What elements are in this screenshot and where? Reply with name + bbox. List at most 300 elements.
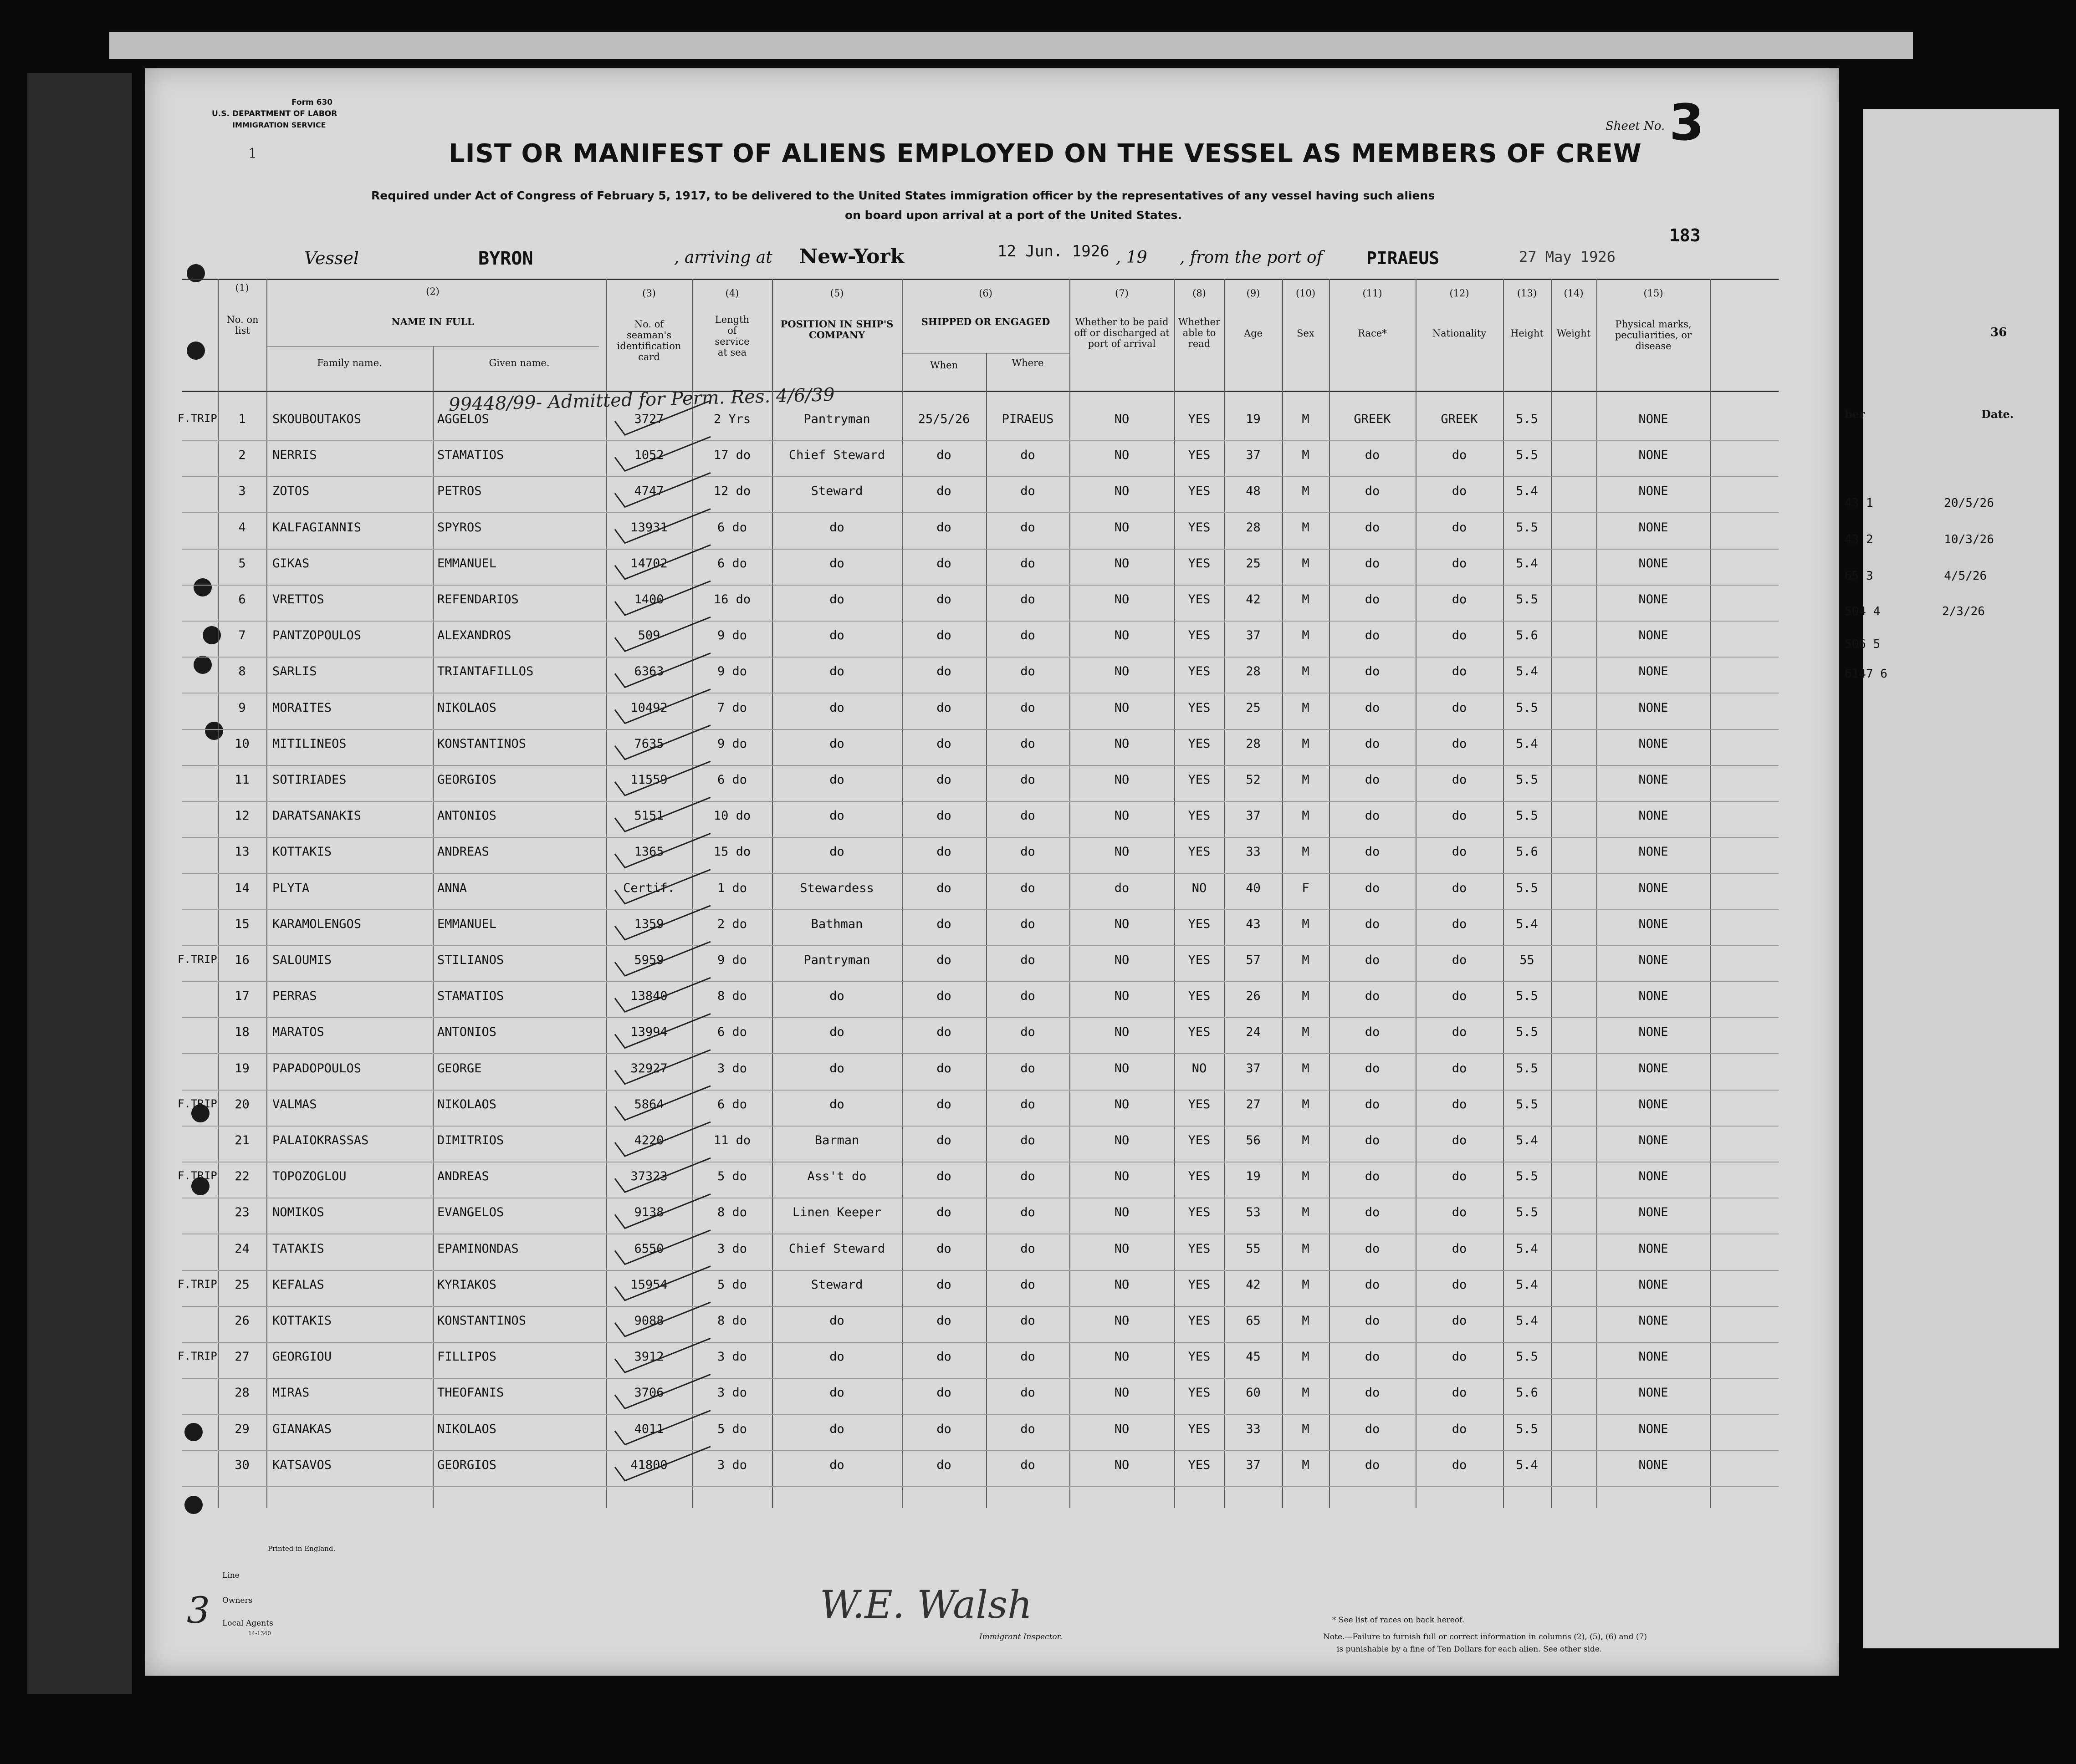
- form-number: Form 630: [291, 98, 333, 107]
- row-number: 20: [235, 1097, 250, 1111]
- row-read: YES: [1188, 1097, 1211, 1111]
- row-age: 48: [1246, 484, 1261, 499]
- row-height: 5.5: [1516, 1422, 1538, 1436]
- row-position: do: [829, 809, 844, 823]
- row-position: do: [829, 520, 844, 535]
- col-header-race: Race*: [1358, 328, 1387, 339]
- owners-label: Owners: [222, 1596, 253, 1605]
- row-age: 56: [1246, 1133, 1261, 1147]
- row-card-number: 6363: [634, 664, 664, 679]
- row-nationality: do: [1452, 1422, 1467, 1436]
- row-read: YES: [1188, 1277, 1211, 1292]
- row-age: 19: [1246, 412, 1261, 426]
- row-age: 42: [1246, 592, 1261, 607]
- row-family-name: PLYTA: [272, 881, 310, 895]
- row-paid-off: NO: [1114, 1458, 1130, 1472]
- row-where: do: [1020, 1169, 1035, 1184]
- row-paid-off: NO: [1114, 1205, 1130, 1220]
- from-port-label: , from the port of: [1180, 248, 1323, 267]
- row-race: do: [1365, 1422, 1380, 1436]
- row-nationality: do: [1452, 1277, 1467, 1292]
- row-number: 14: [235, 881, 250, 895]
- row-age: 26: [1246, 989, 1261, 1004]
- row-service: 6 do: [717, 520, 747, 535]
- row-when: do: [936, 628, 951, 643]
- row-position: do: [829, 664, 844, 679]
- row-card-number: 4220: [634, 1133, 664, 1147]
- row-sex: M: [1302, 773, 1309, 787]
- row-card-number: 5959: [634, 953, 664, 967]
- row-position: do: [829, 1350, 844, 1364]
- side-entry: 43 1 20/5/26: [1845, 496, 1994, 510]
- row-nationality: do: [1452, 773, 1467, 787]
- row-where: do: [1020, 1350, 1035, 1364]
- row-rule: [182, 440, 1779, 441]
- row-card-number: 13840: [630, 989, 668, 1004]
- row-where: do: [1020, 628, 1035, 643]
- row-position: do: [829, 700, 844, 715]
- row-paid-off: NO: [1114, 845, 1130, 859]
- row-where: do: [1020, 1386, 1035, 1400]
- row-race: do: [1365, 953, 1380, 967]
- row-position: do: [829, 1097, 844, 1111]
- row-when: do: [936, 917, 951, 931]
- row-card-number: 37323: [630, 1169, 668, 1184]
- row-physical-marks: NONE: [1638, 556, 1668, 571]
- row-race: do: [1365, 989, 1380, 1004]
- row-family-name: KATSAVOS: [272, 1458, 332, 1472]
- row-age: 40: [1246, 881, 1261, 895]
- inspector-signature: W.E. Walsh: [820, 1582, 1033, 1627]
- row-age: 28: [1246, 664, 1261, 679]
- row-physical-marks: NONE: [1638, 953, 1668, 967]
- inspector-label: Immigrant Inspector.: [979, 1632, 1063, 1642]
- row-physical-marks: NONE: [1638, 592, 1668, 607]
- row-position: do: [829, 1025, 844, 1040]
- row-physical-marks: NONE: [1638, 1169, 1668, 1184]
- row-rule: [182, 873, 1779, 874]
- row-race: do: [1365, 1169, 1380, 1184]
- row-number: 5: [238, 556, 246, 571]
- row-position: Pantryman: [803, 412, 870, 426]
- row-position: Pantryman: [803, 953, 870, 967]
- punch-hole: [194, 578, 212, 596]
- row-given-name: ANTONIOS: [437, 1025, 497, 1040]
- row-nationality: do: [1452, 1205, 1467, 1220]
- row-rule: [182, 1414, 1779, 1415]
- row-when: do: [936, 592, 951, 607]
- row-position: do: [829, 989, 844, 1004]
- row-card-number: 3706: [634, 1386, 664, 1400]
- row-given-name: THEOFANIS: [437, 1386, 504, 1400]
- row-nationality: do: [1452, 736, 1467, 751]
- row-nationality: do: [1452, 592, 1467, 607]
- row-rule: [182, 657, 1779, 658]
- row-position: Steward: [811, 484, 863, 499]
- row-card-number: 10492: [630, 700, 668, 715]
- row-number: 10: [235, 736, 250, 751]
- row-where: do: [1020, 592, 1035, 607]
- row-number: 30: [235, 1458, 250, 1472]
- row-sex: M: [1302, 809, 1309, 823]
- row-age: 37: [1246, 809, 1261, 823]
- row-paid-off: NO: [1114, 592, 1130, 607]
- row-sex: M: [1302, 1133, 1309, 1147]
- row-family-name: VALMAS: [272, 1097, 317, 1111]
- row-read: YES: [1188, 1205, 1211, 1220]
- side-header-date: Date.: [1981, 408, 2014, 421]
- row-age: 37: [1246, 448, 1261, 463]
- row-when: do: [936, 881, 951, 895]
- row-given-name: ANNA: [437, 881, 467, 895]
- row-card-number: 9088: [634, 1314, 664, 1328]
- row-physical-marks: NONE: [1638, 484, 1668, 499]
- row-position: do: [829, 1386, 844, 1400]
- col-num: (12): [1449, 288, 1469, 299]
- row-given-name: GEORGE: [437, 1061, 482, 1076]
- vessel-name: BYRON: [478, 248, 533, 269]
- table-header-rule: [182, 391, 1779, 392]
- row-service: 3 do: [717, 1386, 747, 1400]
- row-card-number: 9138: [634, 1205, 664, 1220]
- col-header-shipped: SHIPPED OR ENGAGED: [921, 316, 1050, 327]
- row-card-number: 41800: [630, 1458, 668, 1472]
- row-race: do: [1365, 1458, 1380, 1472]
- row-race: do: [1365, 845, 1380, 859]
- row-physical-marks: NONE: [1638, 1277, 1668, 1292]
- row-height: 5.4: [1516, 1314, 1538, 1328]
- row-age: 37: [1246, 628, 1261, 643]
- row-when: do: [936, 1350, 951, 1364]
- row-nationality: do: [1452, 1350, 1467, 1364]
- side-entry: 504 4 2/3/26: [1845, 605, 1985, 618]
- row-race: do: [1365, 484, 1380, 499]
- row-nationality: do: [1452, 881, 1467, 895]
- row-when: do: [936, 448, 951, 463]
- row-physical-marks: NONE: [1638, 809, 1668, 823]
- row-race: GREEK: [1354, 412, 1391, 426]
- row-read: YES: [1188, 736, 1211, 751]
- row-where: do: [1020, 484, 1035, 499]
- col-num: (1): [235, 282, 249, 293]
- row-where: do: [1020, 736, 1035, 751]
- row-service: 7 do: [717, 700, 747, 715]
- row-race: do: [1365, 1350, 1380, 1364]
- row-where: do: [1020, 1458, 1035, 1472]
- row-nationality: do: [1452, 809, 1467, 823]
- row-service: 8 do: [717, 989, 747, 1004]
- row-card-number: 13994: [630, 1025, 668, 1040]
- row-service: 3 do: [717, 1350, 747, 1364]
- col-num: (4): [725, 288, 739, 299]
- side-entry: 6147 6: [1845, 667, 1887, 681]
- row-read: YES: [1188, 1350, 1211, 1364]
- row-height: 5.5: [1516, 989, 1538, 1004]
- sheet-number: 3: [1669, 93, 1704, 152]
- row-number: 28: [235, 1386, 250, 1400]
- row-paid-off: NO: [1114, 1314, 1130, 1328]
- row-sex: M: [1302, 845, 1309, 859]
- row-card-number: 1359: [634, 917, 664, 931]
- row-height: 5.5: [1516, 1169, 1538, 1184]
- row-nationality: do: [1452, 520, 1467, 535]
- row-number: 12: [235, 809, 250, 823]
- row-card-number: 14702: [630, 556, 668, 571]
- row-service: 9 do: [717, 736, 747, 751]
- row-height: 5.5: [1516, 881, 1538, 895]
- row-service: 8 do: [717, 1205, 747, 1220]
- row-read: YES: [1188, 917, 1211, 931]
- row-number: 3: [238, 484, 246, 499]
- row-where: do: [1020, 989, 1035, 1004]
- row-family-name: ZOTOS: [272, 484, 310, 499]
- col-header-given-name: Given name.: [489, 357, 550, 368]
- row-position: Chief Steward: [788, 1241, 885, 1256]
- row-when: do: [936, 1097, 951, 1111]
- side-entry: 65 3 4/5/26: [1845, 569, 1987, 583]
- row-physical-marks: NONE: [1638, 1314, 1668, 1328]
- row-given-name: EMMANUEL: [437, 556, 497, 571]
- row-when: do: [936, 1025, 951, 1040]
- row-age: 60: [1246, 1386, 1261, 1400]
- row-height: 5.5: [1516, 520, 1538, 535]
- page-number: 183: [1669, 225, 1701, 245]
- row-nationality: do: [1452, 953, 1467, 967]
- row-physical-marks: NONE: [1638, 448, 1668, 463]
- col-header-height: Height: [1510, 328, 1544, 339]
- row-height: 5.5: [1516, 700, 1538, 715]
- row-given-name: DIMITRIOS: [437, 1133, 504, 1147]
- col-num: (7): [1115, 288, 1129, 299]
- row-age: 25: [1246, 700, 1261, 715]
- row-family-name: PAPADOPOULOS: [272, 1061, 362, 1076]
- row-family-name: GIANAKAS: [272, 1422, 332, 1436]
- col-header-read: Whether able to read: [1178, 316, 1220, 350]
- row-service: 11 do: [713, 1133, 751, 1147]
- row-position: do: [829, 1061, 844, 1076]
- row-number: 7: [238, 628, 246, 643]
- vessel-label: Vessel: [304, 248, 359, 268]
- row-number: 29: [235, 1422, 250, 1436]
- row-card-number: 4011: [634, 1422, 664, 1436]
- row-age: 33: [1246, 1422, 1261, 1436]
- row-where: do: [1020, 1241, 1035, 1256]
- row-age: 52: [1246, 773, 1261, 787]
- row-race: do: [1365, 700, 1380, 715]
- row-height: 5.5: [1516, 1061, 1538, 1076]
- row-read: YES: [1188, 592, 1211, 607]
- subtitle-line-2: on board upon arrival at a port of the United States.: [845, 209, 1182, 222]
- row-mark: F.TRIP: [178, 1169, 217, 1183]
- row-physical-marks: NONE: [1638, 773, 1668, 787]
- row-rule: [182, 801, 1779, 802]
- row-number: 4: [238, 520, 246, 535]
- row-number: 1: [238, 412, 246, 426]
- row-rule: [182, 585, 1779, 586]
- col-header-card-no: No. of seaman's identification card: [617, 319, 681, 363]
- col-num: (9): [1246, 288, 1260, 299]
- row-read: YES: [1188, 700, 1211, 715]
- row-physical-marks: NONE: [1638, 700, 1668, 715]
- row-when: do: [936, 1169, 951, 1184]
- row-physical-marks: NONE: [1638, 917, 1668, 931]
- row-when: do: [936, 1133, 951, 1147]
- arriving-port: New-York: [799, 245, 905, 268]
- row-service: 2 Yrs: [713, 412, 751, 426]
- row-height: 5.6: [1516, 1386, 1538, 1400]
- row-sex: M: [1302, 1350, 1309, 1364]
- row-service: 5 do: [717, 1422, 747, 1436]
- row-mark: F.TRIP: [178, 1350, 217, 1363]
- row-paid-off: NO: [1114, 1133, 1130, 1147]
- row-physical-marks: NONE: [1638, 845, 1668, 859]
- row-card-number: 1365: [634, 845, 664, 859]
- row-paid-off: NO: [1114, 520, 1130, 535]
- row-family-name: MIRAS: [272, 1386, 310, 1400]
- row-sex: M: [1302, 1458, 1309, 1472]
- row-nationality: do: [1452, 917, 1467, 931]
- row-age: 27: [1246, 1097, 1261, 1111]
- row-number: 21: [235, 1133, 250, 1147]
- row-physical-marks: NONE: [1638, 1133, 1668, 1147]
- row-paid-off: do: [1114, 881, 1130, 895]
- row-height: 5.4: [1516, 917, 1538, 931]
- col-num: (10): [1295, 288, 1316, 299]
- row-rule: [182, 945, 1779, 946]
- races-note: * See list of races on back hereof.: [1332, 1616, 1465, 1625]
- background-sheet-left: [27, 73, 132, 1694]
- row-paid-off: NO: [1114, 484, 1130, 499]
- row-race: do: [1365, 809, 1380, 823]
- row-race: do: [1365, 1277, 1380, 1292]
- row-physical-marks: NONE: [1638, 1061, 1668, 1076]
- row-age: 28: [1246, 736, 1261, 751]
- form-code: 14-1340: [248, 1630, 271, 1637]
- row-height: 5.4: [1516, 664, 1538, 679]
- row-sex: M: [1302, 412, 1309, 426]
- row-when: do: [936, 1241, 951, 1256]
- row-sex: M: [1302, 1169, 1309, 1184]
- side-entry: 506 5: [1845, 637, 1881, 651]
- row-sex: M: [1302, 1025, 1309, 1040]
- col-header-nationality: Nationality: [1432, 328, 1487, 339]
- background-sheet-top: [109, 32, 1913, 59]
- row-physical-marks: NONE: [1638, 412, 1668, 426]
- printed-in-note: Printed in England.: [268, 1545, 336, 1553]
- row-service: 1 do: [717, 881, 747, 895]
- col-divider: [1710, 279, 1711, 1508]
- col-header-service-length: Length of service at sea: [715, 314, 750, 358]
- row-given-name: KONSTANTINOS: [437, 1314, 527, 1328]
- row-paid-off: NO: [1114, 1241, 1130, 1256]
- row-rule: [182, 1450, 1779, 1451]
- row-physical-marks: NONE: [1638, 881, 1668, 895]
- row-nationality: do: [1452, 484, 1467, 499]
- year-label: , 19: [1116, 248, 1147, 267]
- row-read: YES: [1188, 773, 1211, 787]
- row-card-number: 3727: [634, 412, 664, 426]
- row-given-name: EPAMINONDAS: [437, 1241, 519, 1256]
- row-race: do: [1365, 1097, 1380, 1111]
- row-number: 16: [235, 953, 250, 967]
- row-sex: M: [1302, 664, 1309, 679]
- row-number: 18: [235, 1025, 250, 1040]
- service-name: IMMIGRATION SERVICE: [232, 121, 326, 129]
- row-where: do: [1020, 520, 1035, 535]
- row-rule: [182, 729, 1779, 730]
- row-paid-off: NO: [1114, 1277, 1130, 1292]
- row-read: YES: [1188, 556, 1211, 571]
- row-height: 5.5: [1516, 1205, 1538, 1220]
- row-read: YES: [1188, 1314, 1211, 1328]
- row-when: do: [936, 845, 951, 859]
- row-sex: M: [1302, 520, 1309, 535]
- row-service: 3 do: [717, 1241, 747, 1256]
- handwritten-mark: 1: [248, 146, 257, 162]
- row-nationality: do: [1452, 1458, 1467, 1472]
- row-height: 5.5: [1516, 448, 1538, 463]
- row-rule: [182, 1126, 1779, 1127]
- row-paid-off: NO: [1114, 556, 1130, 571]
- row-card-number: Certif.: [623, 881, 675, 895]
- row-sex: M: [1302, 1386, 1309, 1400]
- row-height: 5.4: [1516, 1133, 1538, 1147]
- row-given-name: STILIANOS: [437, 953, 504, 967]
- row-rule: [182, 981, 1779, 982]
- row-height: 5.4: [1516, 1277, 1538, 1292]
- row-rule: [182, 1270, 1779, 1271]
- fine-note-1: Note.—Failure to furnish full or correct information in columns (2), (5), (6) and (7): [1323, 1632, 1647, 1642]
- row-where: do: [1020, 1277, 1035, 1292]
- row-height: 5.4: [1516, 484, 1538, 499]
- row-height: 5.5: [1516, 809, 1538, 823]
- row-family-name: TATAKIS: [272, 1241, 324, 1256]
- row-family-name: KOTTAKIS: [272, 1314, 332, 1328]
- col-num: (5): [830, 288, 844, 299]
- row-paid-off: NO: [1114, 953, 1130, 967]
- row-where: do: [1020, 809, 1035, 823]
- row-paid-off: NO: [1114, 736, 1130, 751]
- row-where: do: [1020, 664, 1035, 679]
- row-nationality: do: [1452, 1025, 1467, 1040]
- row-number: 8: [238, 664, 246, 679]
- row-card-number: 1400: [634, 592, 664, 607]
- punch-hole: [184, 1423, 203, 1441]
- handwritten-annotation: 99448/99- Admitted for Perm. Res. 4/6/39: [448, 384, 835, 416]
- row-rule: [182, 1342, 1779, 1343]
- col-divider: [266, 279, 267, 1508]
- row-age: 37: [1246, 1458, 1261, 1472]
- fine-note-2: is punishable by a fine of Ten Dollars for each alien. See other side.: [1337, 1645, 1602, 1654]
- row-read: YES: [1188, 1241, 1211, 1256]
- row-read: YES: [1188, 448, 1211, 463]
- row-given-name: SPYROS: [437, 520, 482, 535]
- row-mark: F.TRIP: [178, 412, 217, 425]
- row-physical-marks: NONE: [1638, 520, 1668, 535]
- row-number: 15: [235, 917, 250, 931]
- row-race: do: [1365, 556, 1380, 571]
- row-service: 9 do: [717, 664, 747, 679]
- row-physical-marks: NONE: [1638, 1097, 1668, 1111]
- row-sex: M: [1302, 628, 1309, 643]
- row-race: do: [1365, 917, 1380, 931]
- row-number: 26: [235, 1314, 250, 1328]
- department-name: U.S. DEPARTMENT OF LABOR: [212, 109, 337, 118]
- sheet-label: Sheet No.: [1606, 119, 1665, 133]
- row-sex: M: [1302, 484, 1309, 499]
- row-paid-off: NO: [1114, 1169, 1130, 1184]
- row-mark: F.TRIP: [178, 953, 217, 966]
